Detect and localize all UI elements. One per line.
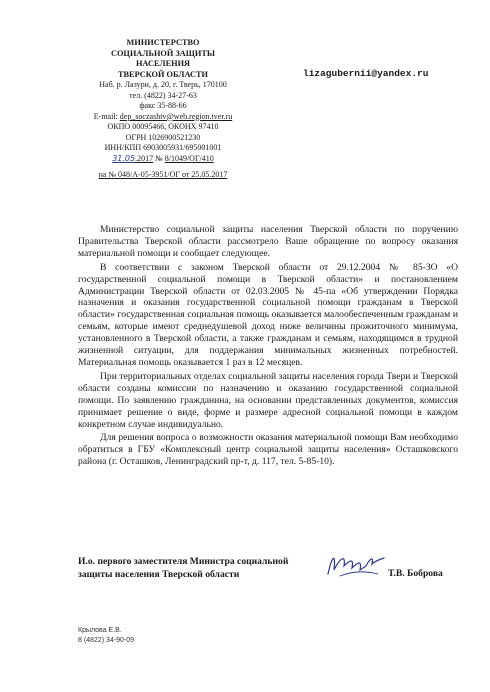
document-number: 8/1049/ОГ/410: [164, 153, 214, 163]
ministry-address: Наб. р. Лазури, д. 20, г. Тверь, 170100: [99, 80, 227, 89]
reply-reference: на № 048/А-05-3951/ОГ от 25.05.2017: [98, 170, 228, 179]
ministry-okpo: ОКПО 00095466, ОКОНХ 97410: [107, 122, 219, 131]
ministry-name-line: СОЦИАЛЬНОЙ ЗАЩИТЫ: [110, 48, 216, 58]
ministry-name-line: МИНИСТЕРСТВО: [126, 38, 200, 47]
executor-phone: 8 (4822) 34-90-09: [78, 636, 135, 644]
signatory-title: [78, 556, 288, 581]
ministry-fax: факс 35-88-66: [139, 101, 187, 110]
ministry-name: [78, 38, 248, 80]
executor-info: [78, 626, 134, 645]
date-year: .2017: [135, 153, 154, 163]
number-sign: №: [155, 153, 163, 163]
ministry-phone: тел. (4822) 34-27-63: [129, 90, 197, 100]
signatory-name: Т.В. Боброва: [388, 568, 443, 579]
ministry-inn: ИНН/КПП 6903005931/695001001: [104, 143, 222, 152]
signatory-title-line: защиты населения Тверской области: [78, 568, 240, 580]
ministry-ogrn: ОГРН 1026900521230: [125, 132, 201, 142]
body-paragraph: Министерство социальной защиты населения Тверской области по поручению Правительства Тверской области рассмотрело Ваше обращение по вопросу оказания материальной помощи и сообщает следующее.: [78, 224, 458, 259]
handwritten-signature: [322, 548, 388, 582]
outgoing-number: [78, 154, 248, 165]
executor-name: Крылова Е.В.: [78, 627, 122, 634]
body-paragraph: При территориальных отделах социальной защиты населения города Твери и Тверской области созданы комиссии по назначению и оказанию государственной социальной помощи. По заявлению гражданина, на основании представленных документов, комиссия принимает решение о виде, форме и размере адресной социальной помощи в каждом конкретном случае индивидуально.: [78, 370, 458, 430]
ministry-email: [78, 112, 248, 123]
ministry-email-link[interactable]: dep_soczashtv@web.region.tver.ru: [119, 111, 233, 121]
letter-body: [78, 224, 458, 470]
letterhead: [78, 38, 248, 181]
email-label: E-mail:: [93, 111, 118, 121]
body-paragraph: Для решения вопроса о возможности оказания материальной помощи Вам необходимо обратиться в ГБУ «Комплексный центр социальной защиты населения» Осташковского района (г. Осташков, Ленинградский пр-т, д. 117, тел. 5-85-10).: [78, 432, 458, 468]
ministry-name-line: НАСЕЛЕНИЯ: [135, 59, 191, 68]
signatory-title-line: И.о. первого заместителя Министра социальной: [78, 556, 289, 567]
ministry-name-line: ТВЕРСКОЙ ОБЛАСТИ: [117, 69, 209, 79]
body-paragraph: В соответствии с законом Тверской области от 29.12.2004 № 85-ЗО «О государственной социальной помощи в Тверской области» и постановлением Администрации Тверской области от 02.03.2005 № 45-па «Об утверждении Порядка назначения и оказания государственной социальной помощи гражданам в Тверской области» государственная социальная помощь оказывается малообеспеченным гражданам и семьям, которые имеют среднедушевой доход ниже величины прожиточного минимума, установленного в Тверской области, а также гражданам и семьям, находящимся в трудной жизненной ситуации, для поддержания минимальных жизненных потребностей. Материальная помощь оказывается 1 раз в 12 месяцев.: [78, 261, 458, 368]
recipient-email: lizagubernii@yandex.ru: [303, 68, 429, 79]
handwritten-date: 31.05: [112, 153, 136, 163]
